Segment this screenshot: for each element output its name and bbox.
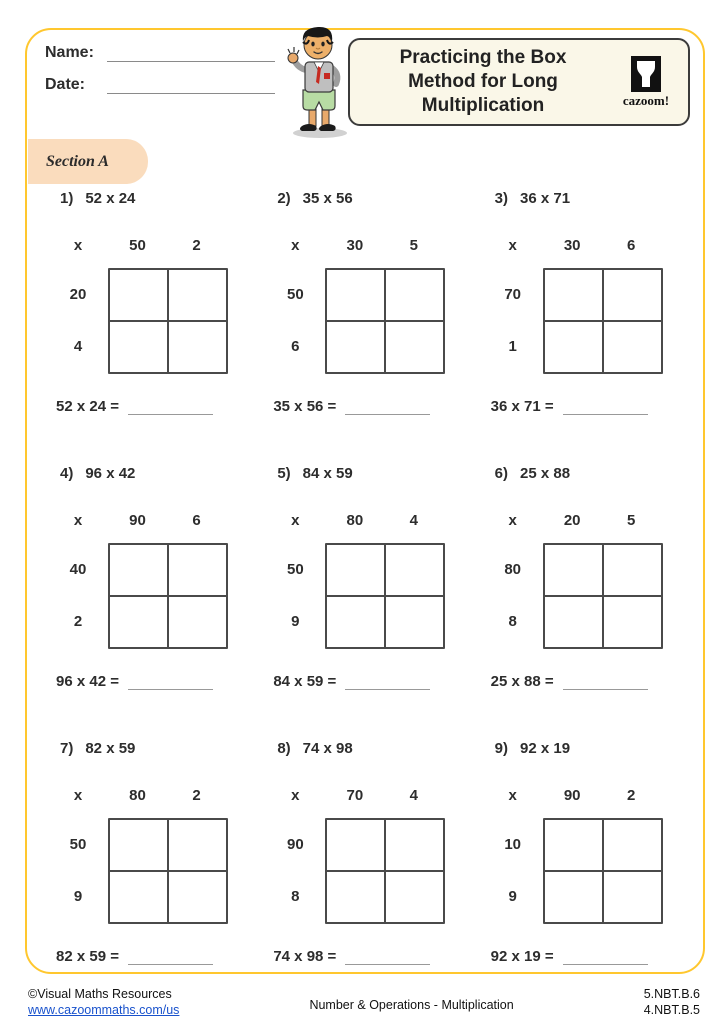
box-method-header: [483, 512, 690, 529]
problem-heading: [48, 465, 255, 482]
row-label: 40: [69, 560, 87, 578]
box-grid: [108, 268, 228, 374]
column-label: 70: [346, 787, 364, 804]
column-label: 80: [129, 787, 146, 804]
problem-expression: 35 x 56: [302, 190, 353, 207]
standard-code: 5.NBT.B.6: [643, 987, 700, 1001]
answer-blank[interactable]: [345, 399, 430, 415]
answer-line: [265, 948, 472, 965]
problem-expression: 96 x 42: [85, 465, 136, 482]
answer-blank[interactable]: [563, 949, 648, 965]
multiply-operator: x: [508, 787, 517, 804]
problems-grid: [48, 190, 690, 1015]
problem-6: [483, 465, 690, 740]
footer-copyright-block: [28, 986, 179, 1019]
problem-number: 6): [494, 465, 508, 482]
box-method-header: [265, 237, 472, 254]
problem-expression: 25 x 88: [520, 465, 571, 482]
multiply-operator: x: [291, 787, 300, 804]
box-grid: [108, 543, 228, 649]
problem-heading: [483, 740, 690, 757]
section-label: Section A: [46, 152, 109, 170]
box-method-grid: [265, 818, 472, 924]
product-cell[interactable]: [544, 544, 603, 596]
product-cell[interactable]: [168, 596, 227, 648]
product-cell[interactable]: [326, 321, 385, 373]
row-label: 20: [69, 285, 87, 303]
answer-blank[interactable]: [128, 949, 213, 965]
answer-line: [265, 673, 472, 690]
title-line-2: Method for Long: [408, 70, 558, 92]
column-label: 30: [346, 237, 364, 254]
answer-blank[interactable]: [563, 399, 648, 415]
problem-1: [48, 190, 255, 465]
box-method-grid: [48, 818, 255, 924]
problem-3: [483, 190, 690, 465]
box-method-grid: [48, 268, 255, 374]
answer-prefix: 52 x 24 =: [56, 398, 119, 415]
multiply-operator: x: [73, 512, 83, 529]
problem-expression: 92 x 19: [520, 740, 571, 757]
column-label: 4: [409, 787, 418, 804]
row-label: 6: [291, 337, 300, 355]
product-cell[interactable]: [109, 596, 168, 648]
section-a-badge: [28, 139, 148, 184]
product-cell[interactable]: [326, 871, 385, 923]
problem-number: 5): [277, 465, 291, 482]
box-grid: [325, 543, 445, 649]
row-labels: [483, 543, 543, 649]
row-label: 80: [504, 560, 521, 578]
row-label: 10: [504, 835, 521, 853]
cazoom-logo: [610, 56, 688, 109]
problem-number: 3): [494, 190, 508, 207]
cazoom-logo-text: cazoom!: [622, 92, 670, 108]
product-cell[interactable]: [326, 269, 385, 321]
product-cell[interactable]: [385, 596, 444, 648]
box-method-grid: [483, 268, 690, 374]
column-label: 6: [192, 512, 201, 529]
problem-expression: 82 x 59: [85, 740, 136, 757]
box-method-grid: [483, 543, 690, 649]
multiply-operator: x: [291, 512, 300, 529]
row-label: 70: [504, 285, 521, 303]
problem-number: 4): [60, 465, 74, 482]
product-cell[interactable]: [385, 544, 444, 596]
box-grid: [108, 818, 228, 924]
answer-line: [265, 398, 472, 415]
website-link[interactable]: www.cazoommaths.com/us: [28, 1003, 180, 1018]
box-method-grid: [48, 543, 255, 649]
multiply-operator: x: [73, 237, 83, 254]
product-cell[interactable]: [385, 269, 444, 321]
product-cell[interactable]: [603, 596, 662, 648]
name-input-line[interactable]: [107, 45, 275, 62]
answer-blank[interactable]: [563, 674, 648, 690]
product-cell[interactable]: [326, 819, 385, 871]
multiply-operator: x: [508, 237, 517, 254]
box-method-grid: [265, 543, 472, 649]
answer-line: [48, 673, 255, 690]
multiply-operator: x: [291, 237, 300, 254]
problem-heading: [48, 190, 255, 207]
problem-heading: [483, 465, 690, 482]
problem-number: 9): [494, 740, 508, 757]
row-labels: [483, 268, 543, 374]
row-label: 4: [73, 337, 83, 355]
problem-2: [265, 190, 472, 465]
product-cell[interactable]: [385, 871, 444, 923]
problem-8: [265, 740, 472, 1015]
problem-expression: 52 x 24: [85, 190, 136, 207]
product-cell[interactable]: [109, 321, 168, 373]
product-cell[interactable]: [168, 871, 227, 923]
problem-7: [48, 740, 255, 1015]
box-grid: [543, 268, 663, 374]
row-label: 90: [286, 835, 304, 853]
problem-heading: [48, 740, 255, 757]
date-input-line[interactable]: [107, 77, 275, 94]
row-labels: [265, 818, 325, 924]
column-label: 80: [346, 512, 364, 529]
standard-code: 4.NBT.B.5: [643, 1003, 700, 1018]
name-label: Name:: [45, 44, 94, 61]
product-cell[interactable]: [109, 269, 168, 321]
problem-9: [483, 740, 690, 1015]
box-method-grid: [483, 818, 690, 924]
problem-number: 1): [60, 190, 74, 207]
multiply-operator: x: [73, 787, 83, 804]
name-date-block: [45, 44, 275, 108]
answer-blank[interactable]: [128, 399, 213, 415]
column-label: 2: [192, 237, 201, 254]
row-labels: [483, 818, 543, 924]
column-label: 5: [626, 512, 636, 529]
row-labels: [48, 818, 108, 924]
row-label: 9: [508, 887, 517, 905]
column-label: 90: [129, 512, 146, 529]
answer-prefix: 36 x 71 =: [490, 398, 554, 415]
product-cell[interactable]: [603, 871, 662, 923]
problem-5: [265, 465, 472, 740]
answer-prefix: 82 x 59 =: [56, 948, 119, 965]
answer-line: [483, 673, 690, 690]
problem-heading: [265, 465, 472, 482]
answer-prefix: 96 x 42 =: [56, 673, 119, 690]
product-cell[interactable]: [603, 269, 662, 321]
row-labels: [265, 268, 325, 374]
product-cell[interactable]: [544, 321, 603, 373]
row-label: 50: [286, 560, 304, 578]
product-cell[interactable]: [168, 269, 227, 321]
row-label: 2: [73, 612, 83, 630]
column-label: 90: [563, 787, 581, 804]
row-label: 9: [291, 612, 300, 630]
answer-line: [483, 398, 690, 415]
box-method-header: [48, 512, 255, 529]
title-line-1: Practicing the Box: [399, 46, 567, 68]
box-grid: [543, 818, 663, 924]
answer-blank[interactable]: [345, 674, 430, 690]
multiply-operator: x: [508, 512, 517, 529]
product-cell[interactable]: [109, 819, 168, 871]
row-label: 9: [73, 887, 83, 905]
box-method-header: [265, 512, 472, 529]
row-label: 8: [291, 887, 300, 905]
product-cell[interactable]: [168, 819, 227, 871]
answer-blank[interactable]: [345, 949, 430, 965]
problem-4: [48, 465, 255, 740]
problem-expression: 36 x 71: [520, 190, 571, 207]
product-cell[interactable]: [109, 871, 168, 923]
column-label: 2: [626, 787, 636, 804]
column-label: 20: [563, 512, 581, 529]
row-label: 50: [286, 285, 304, 303]
product-cell[interactable]: [603, 819, 662, 871]
row-labels: [48, 543, 108, 649]
product-cell[interactable]: [385, 321, 444, 373]
title-line-3: Multiplication: [421, 95, 545, 117]
box-method-header: [265, 787, 472, 804]
row-labels: [48, 268, 108, 374]
product-cell[interactable]: [109, 544, 168, 596]
column-label: 30: [563, 237, 581, 254]
problem-heading: [483, 190, 690, 207]
date-label: Date:: [45, 76, 86, 93]
answer-prefix: 92 x 19 =: [490, 948, 554, 965]
problem-number: 2): [277, 190, 291, 207]
problem-expression: 84 x 59: [302, 465, 353, 482]
product-cell[interactable]: [168, 321, 227, 373]
worksheet-title-box: [348, 38, 690, 126]
answer-prefix: 35 x 56 =: [273, 398, 337, 415]
footer-standards: [644, 986, 700, 1019]
product-cell[interactable]: [326, 596, 385, 648]
box-grid: [325, 818, 445, 924]
footer: [28, 986, 700, 1019]
product-cell[interactable]: [544, 596, 603, 648]
column-label: 4: [409, 512, 418, 529]
answer-prefix: 74 x 98 =: [273, 948, 337, 965]
box-grid: [325, 268, 445, 374]
box-grid: [543, 543, 663, 649]
answer-prefix: 25 x 88 =: [490, 673, 554, 690]
product-cell[interactable]: [385, 819, 444, 871]
problem-heading: [265, 740, 472, 757]
column-label: 2: [192, 787, 201, 804]
product-cell[interactable]: [603, 544, 662, 596]
answer-line: [48, 948, 255, 965]
product-cell[interactable]: [544, 819, 603, 871]
problem-number: 8): [277, 740, 291, 757]
box-method-header: [483, 787, 690, 804]
column-label: 50: [129, 237, 146, 254]
product-cell[interactable]: [168, 544, 227, 596]
row-label: 1: [508, 337, 517, 355]
row-labels: [265, 543, 325, 649]
product-cell[interactable]: [544, 269, 603, 321]
problem-number: 7): [60, 740, 74, 757]
column-label: 5: [409, 237, 418, 254]
column-label: 6: [626, 237, 636, 254]
answer-prefix: 84 x 59 =: [273, 673, 337, 690]
answer-line: [483, 948, 690, 965]
worksheet-title: [350, 46, 610, 119]
box-method-header: [48, 787, 255, 804]
box-method-header: [48, 237, 255, 254]
footer-topic: Number & Operations - Multiplication: [309, 998, 514, 1013]
product-cell[interactable]: [544, 871, 603, 923]
product-cell[interactable]: [603, 321, 662, 373]
answer-line: [48, 398, 255, 415]
box-method-header: [483, 237, 690, 254]
answer-blank[interactable]: [128, 674, 213, 690]
copyright-text: ©Visual Maths Resources: [28, 987, 172, 1001]
product-cell[interactable]: [326, 544, 385, 596]
row-label: 8: [508, 612, 517, 630]
box-method-grid: [265, 268, 472, 374]
row-label: 50: [69, 835, 87, 853]
problem-expression: 74 x 98: [302, 740, 353, 757]
problem-heading: [265, 190, 472, 207]
cazoom-drum-icon: [631, 56, 661, 92]
